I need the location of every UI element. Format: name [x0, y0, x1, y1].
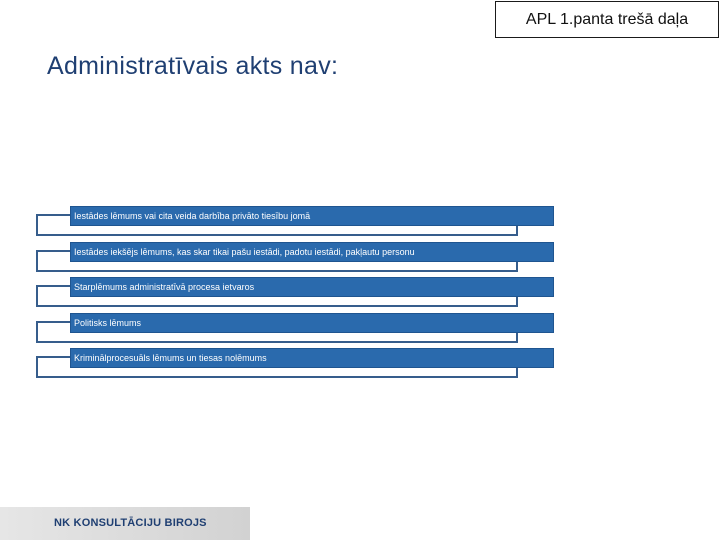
- footer-band: [0, 507, 250, 540]
- item-bar: Iestādes lēmums vai cita veida darbība privāto tiesību jomā: [70, 206, 554, 226]
- list-item: [36, 348, 518, 376]
- items-list: [36, 206, 518, 384]
- slide-title: Administratīvais akts nav:: [47, 52, 339, 80]
- company-logo: NK KONSULTĀCIJU BIROJS: [54, 517, 207, 529]
- item-bar: Politisks lēmums: [70, 313, 554, 333]
- list-item: [36, 242, 518, 270]
- list-item: [36, 206, 518, 234]
- list-item: [36, 313, 518, 341]
- item-bar: Starplēmums administratīvā procesa ietvaros: [70, 277, 554, 297]
- item-bar: Kriminālprocesuāls lēmums un tiesas nolēmums: [70, 348, 554, 368]
- reference-text: APL 1.panta trešā daļa: [525, 10, 689, 28]
- item-bar: Iestādes iekšējs lēmums, kas skar tikai pašu iestādi, padotu iestādi, pakļautu personu: [70, 242, 554, 262]
- list-item: [36, 277, 518, 305]
- reference-box: [495, 1, 719, 38]
